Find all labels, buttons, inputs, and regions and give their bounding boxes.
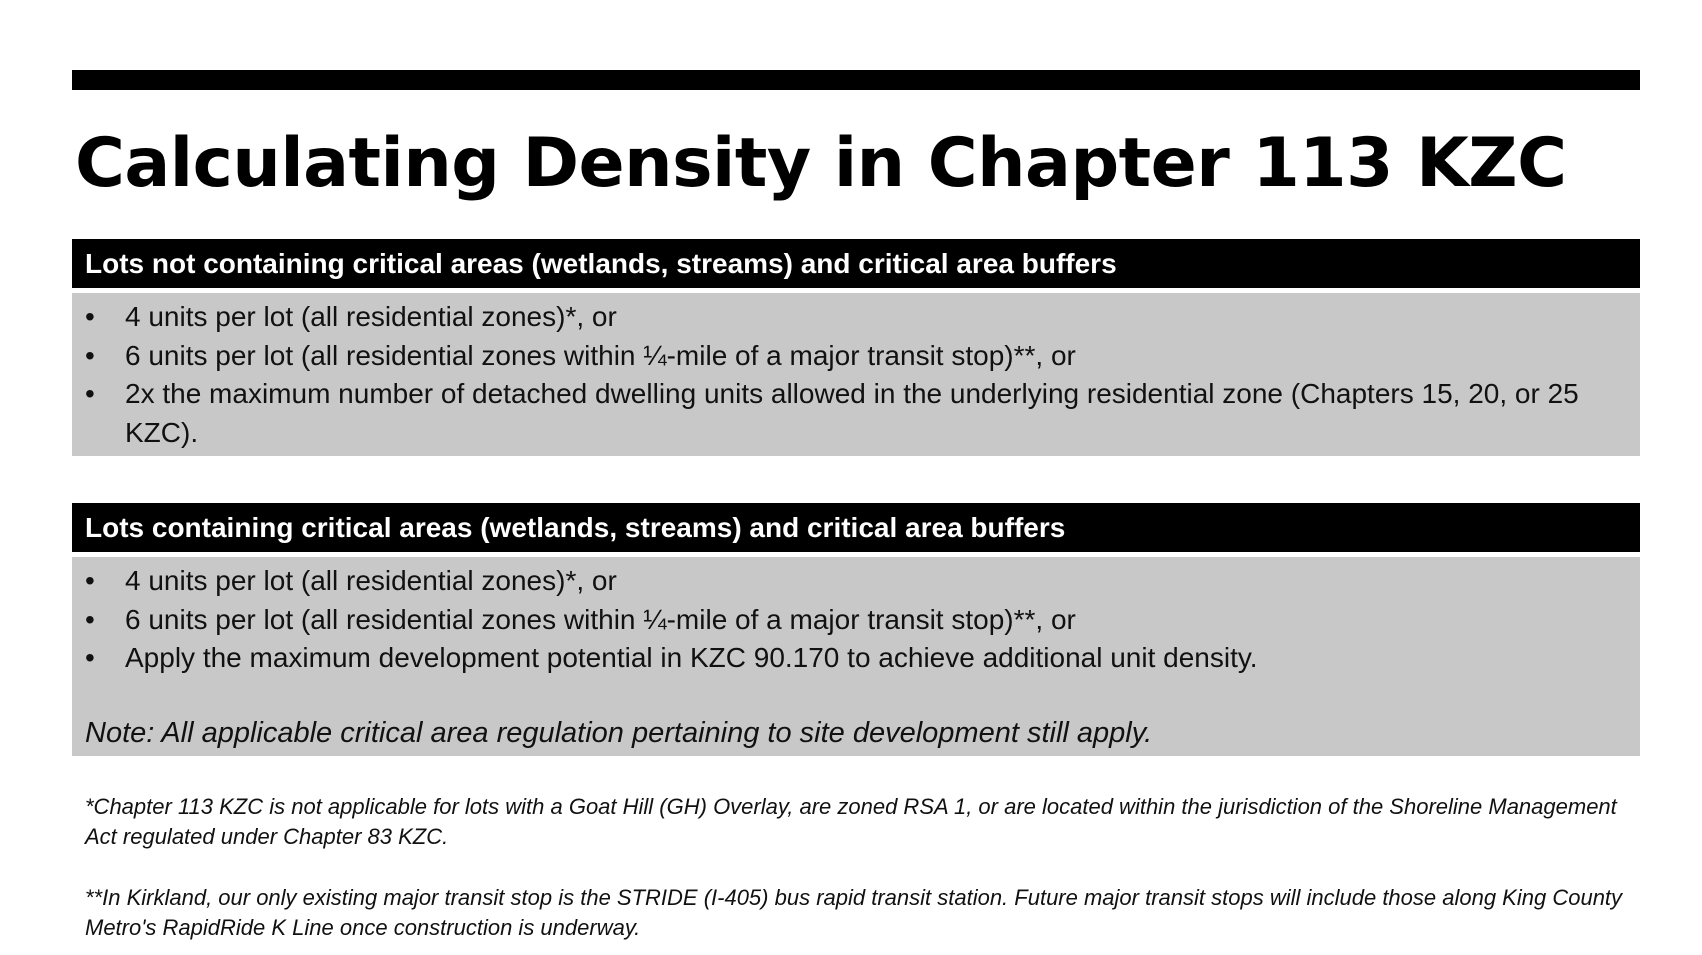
list-item	[85, 375, 1626, 452]
list-item-text: 4 units per lot (all residential zones)*, or	[125, 301, 617, 332]
footnote-gh-overlay: *Chapter 113 KZC is not applicable for lots with a Goat Hill (GH) Overlay, are zoned RSA 1, or are located within the jurisdiction of the Shoreline Management Act regulated under Chapter 83 KZC.	[85, 794, 1617, 849]
bullet-list	[85, 298, 1626, 452]
list-item-text: 6 units per lot (all residential zones within ¼-mile of a major transit stop)**, or	[125, 603, 1076, 635]
critical-area-note: Note: All applicable critical area regulation pertaining to site development still apply.	[85, 716, 1153, 749]
list-item	[85, 601, 1626, 640]
section-header: Lots containing critical areas (wetlands, streams) and critical area buffers	[72, 503, 1640, 552]
section-header: Lots not containing critical areas (wetlands, streams) and critical area buffers	[72, 239, 1640, 288]
list-item-text: Apply the maximum development potential in KZC 90.170 to achieve additional unit density.	[125, 642, 1258, 673]
list-item	[85, 337, 1626, 376]
list-item-text: 4 units per lot (all residential zones)*, or	[125, 565, 617, 596]
page-title: Calculating Density in Chapter 113 KZC	[75, 124, 1567, 203]
section-with-critical-areas	[72, 503, 1640, 756]
list-item-text: 2x the maximum number of detached dwelling units allowed in the underlying residential zone (Chapters 15, 20, or 25 KZC).	[125, 378, 1579, 448]
top-rule	[72, 70, 1640, 90]
list-item-text: 6 units per lot (all residential zones within ¼-mile of a major transit stop)**, or	[125, 339, 1076, 371]
section-no-critical-areas	[72, 239, 1640, 456]
list-item	[85, 298, 1626, 337]
bullet-list	[85, 562, 1626, 678]
bullet-icon: •	[85, 603, 95, 635]
bullet-icon: •	[85, 339, 95, 371]
bullet-icon: •	[85, 378, 95, 409]
bullet-icon: •	[85, 301, 95, 332]
footnotes	[85, 792, 1640, 943]
section-body	[72, 293, 1640, 456]
footnote-transit-stop: **In Kirkland, our only existing major transit stop is the STRIDE (I-405) bus rapid transit station. Future major transit stops will include those along King County Metro's RapidRide K Line once construction is underway.	[85, 885, 1623, 940]
bullet-icon: •	[85, 565, 95, 596]
list-item	[85, 639, 1626, 678]
bullet-icon: •	[85, 642, 95, 673]
list-item	[85, 562, 1626, 601]
section-body	[72, 557, 1640, 756]
